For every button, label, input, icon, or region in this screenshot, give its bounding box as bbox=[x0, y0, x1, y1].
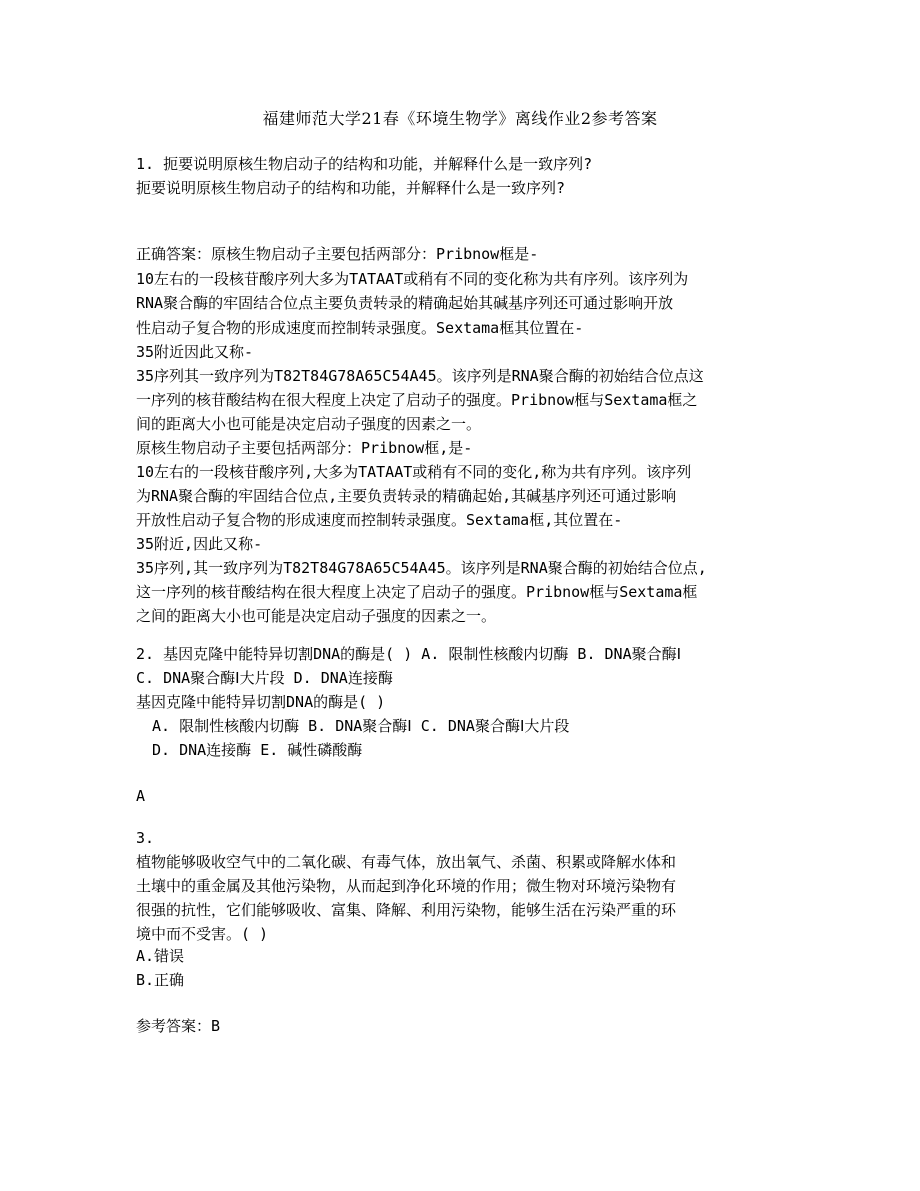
q1-question-repeat: 扼要说明原核生物启动子的结构和功能，并解释什么是一致序列? bbox=[136, 179, 566, 197]
q1-answer-line: 10左右的一段核苷酸序列,大多为TATAAT或稍有不同的变化,称为共有序列。该序列 bbox=[136, 463, 692, 481]
q1-answer-line: 这一序列的核苷酸结构在很大程度上决定了启动子的强度。Pribnow框与Sextama框 bbox=[136, 583, 698, 601]
q1-answer-line: 10左右的一段核苷酸序列大多为TATAAT或稍有不同的变化称为共有序列。该序列为 bbox=[136, 270, 689, 288]
q2-question-cont: C. DNA聚合酶Ⅰ大片段 D. DNA连接酶 bbox=[136, 669, 393, 687]
q1-answer-line: 正确答案：原核生物启动子主要包括两部分：Pribnow框是- bbox=[136, 245, 539, 263]
q1-answer-line: 一序列的核苷酸结构在很大程度上决定了启动子的强度。Pribnow框与Sextama框之 bbox=[136, 391, 698, 409]
q3-text-line: 很强的抗性，它们能够吸收、富集、降解、利用污染物，能够生活在污染严重的环 bbox=[136, 901, 677, 919]
q3-text-line: 境中而不受害。( ) bbox=[136, 925, 269, 943]
q1-answer-line: RNA聚合酶的牢固结合位点主要负责转录的精确起始其碱基序列还可通过影响开放 bbox=[136, 294, 674, 312]
q1-answer-line: 35附近因此又称- bbox=[136, 343, 254, 361]
q2-options-line: A. 限制性核酸内切酶 B. DNA聚合酶Ⅰ C. DNA聚合酶Ⅰ大片段 bbox=[152, 717, 570, 735]
q1-answer-line: 35序列其一致序列为T82T84G78A65C54A45。该序列是RNA聚合酶的初始结合位点这 bbox=[136, 367, 704, 385]
q3-number: 3. bbox=[136, 829, 155, 847]
q2-question-repeat: 基因克隆中能特异切割DNA的酶是( ) bbox=[136, 693, 386, 711]
q1-answer-line: 间的距离大小也可能是决定启动子强度的因素之一。 bbox=[136, 415, 482, 433]
q1-question: 1. 扼要说明原核生物启动子的结构和功能，并解释什么是一致序列? bbox=[136, 155, 593, 173]
q1-answer-line: 性启动子复合物的形成速度而控制转录强度。Sextama框其位置在- bbox=[136, 319, 584, 337]
document-title: 福建师范大学21春《环境生物学》离线作业2参考答案 bbox=[262, 109, 658, 128]
q1-answer-line: 35序列,其一致序列为T82T84G78A65C54A45。该序列是RNA聚合酶的初始结合位点, bbox=[136, 559, 707, 577]
q1-answer-line: 为RNA聚合酶的牢固结合位点,主要负责转录的精确起始,其碱基序列还可通过影响 bbox=[136, 487, 677, 505]
q2-answer: A bbox=[136, 787, 146, 805]
q3-answer: 参考答案：B bbox=[136, 1017, 221, 1035]
q3-text-line: 植物能够吸收空气中的二氧化碳、有毒气体，放出氧气、杀菌、积累或降解水体和 bbox=[136, 853, 677, 871]
q2-options-line: D. DNA连接酶 E. 碱性磷酸酶 bbox=[152, 741, 363, 759]
q1-answer-line: 35附近,因此又称- bbox=[136, 535, 263, 553]
q2-question: 2. 基因克隆中能特异切割DNA的酶是( ) A. 限制性核酸内切酶 B. DNA聚合酶Ⅰ bbox=[136, 645, 682, 663]
q1-answer-line: 开放性启动子复合物的形成速度而控制转录强度。Sextama框,其位置在- bbox=[136, 511, 623, 529]
q3-option-b: B.正确 bbox=[136, 971, 185, 989]
q1-answer-line: 原核生物启动子主要包括两部分：Pribnow框,是- bbox=[136, 439, 473, 457]
q1-answer-line: 之间的距离大小也可能是决定启动子强度的因素之一。 bbox=[136, 607, 497, 625]
q3-option-a: A.错误 bbox=[136, 947, 185, 965]
q3-text-line: 土壤中的重金属及其他污染物，从而起到净化环境的作用；微生物对环境污染物有 bbox=[136, 877, 677, 895]
